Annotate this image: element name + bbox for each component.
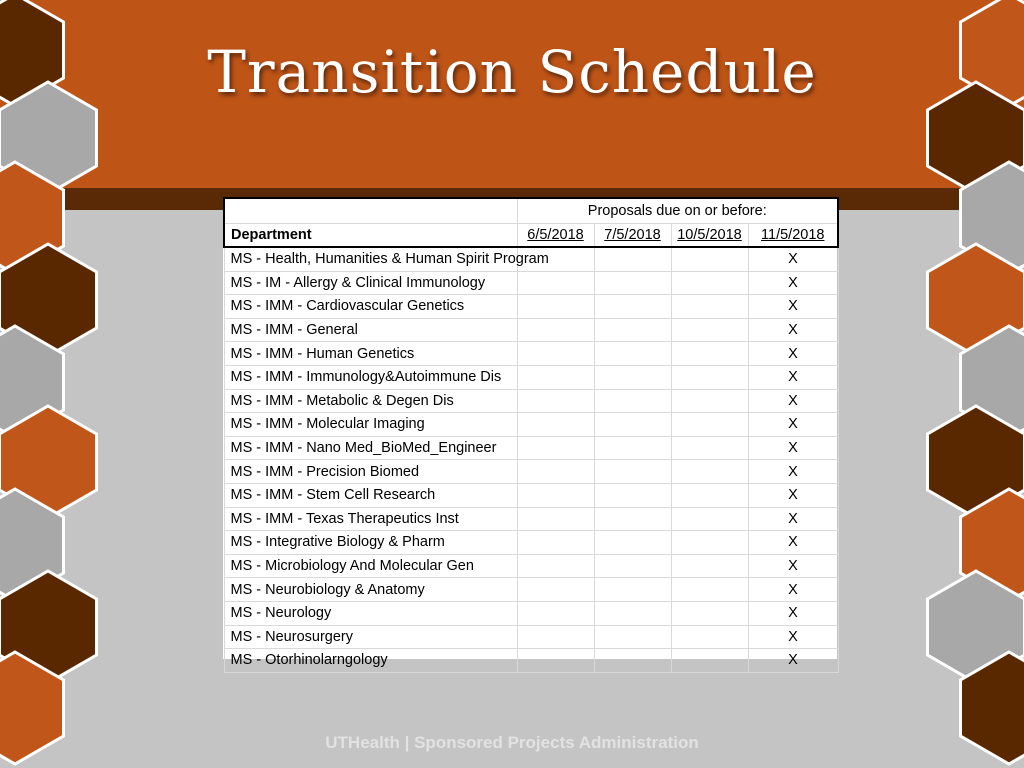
empty-cell [671,578,748,602]
date-column-header: 7/5/2018 [594,224,671,248]
empty-cell [517,601,594,625]
mark-cell: X [748,413,838,437]
empty-cell [594,342,671,366]
department-cell: MS - IMM - Stem Cell Research [224,483,517,507]
mark-cell: X [748,483,838,507]
empty-cell [594,625,671,649]
table-row [224,342,838,366]
department-cell: MS - IMM - Precision Biomed [224,460,517,484]
table-row [224,295,838,319]
empty-cell [517,483,594,507]
table-row [224,413,838,437]
department-cell: MS - IMM - Cardiovascular Genetics [224,295,517,319]
empty-cell [594,295,671,319]
empty-cell [594,389,671,413]
mark-cell: X [748,507,838,531]
mark-cell: X [748,625,838,649]
empty-cell [671,531,748,555]
mark-cell: X [748,365,838,389]
mark-cell: X [748,578,838,602]
department-cell: MS - Microbiology And Molecular Gen [224,554,517,578]
table-row [224,531,838,555]
department-cell: MS - Otorhinolarngology [224,649,517,673]
department-cell: MS - IMM - Texas Therapeutics Inst [224,507,517,531]
empty-cell [671,247,748,271]
empty-cell [594,460,671,484]
table-row [224,625,838,649]
table-row [224,271,838,295]
group-header: Proposals due on or before: [517,198,838,224]
empty-cell [671,365,748,389]
mark-cell: X [748,295,838,319]
empty-cell [594,507,671,531]
table-row [224,318,838,342]
empty-cell [594,649,671,673]
empty-cell [671,483,748,507]
empty-cell [671,271,748,295]
empty-cell [671,507,748,531]
table-row [224,436,838,460]
department-cell: MS - IMM - Nano Med_BioMed_Engineer [224,436,517,460]
empty-cell [517,531,594,555]
table-row [224,460,838,484]
empty-cell [594,318,671,342]
mark-cell: X [748,318,838,342]
department-cell: MS - IM - Allergy & Clinical Immunology [224,271,517,295]
mark-cell: X [748,531,838,555]
department-cell: MS - Health, Humanities & Human Spirit Program [224,247,517,271]
empty-cell [671,318,748,342]
mark-cell: X [748,436,838,460]
table-row [224,365,838,389]
empty-cell [517,365,594,389]
empty-cell [594,531,671,555]
empty-cell [671,436,748,460]
spreadsheet-image [223,197,837,669]
department-header: Department [224,224,517,248]
empty-cell [517,389,594,413]
empty-cell [517,318,594,342]
empty-cell [594,436,671,460]
empty-cell [671,295,748,319]
table-header-row [224,224,838,248]
table-row [224,507,838,531]
empty-cell [517,271,594,295]
table-row [224,649,838,673]
empty-cell [594,271,671,295]
mark-cell: X [748,271,838,295]
department-cell: MS - IMM - Metabolic & Degen Dis [224,389,517,413]
empty-cell [517,295,594,319]
empty-cell [517,625,594,649]
empty-cell [671,554,748,578]
empty-cell [594,578,671,602]
table-row [224,247,838,271]
slide-title: Transition Schedule [207,38,817,106]
department-cell: MS - IMM - General [224,318,517,342]
empty-cell [517,578,594,602]
empty-cell [594,247,671,271]
empty-cell [671,625,748,649]
mark-cell: X [748,342,838,366]
mark-cell: X [748,460,838,484]
mark-cell: X [748,247,838,271]
department-cell: MS - IMM - Immunology&Autoimmune Dis [224,365,517,389]
empty-cell [671,649,748,673]
table-row [224,554,838,578]
empty-cell [517,554,594,578]
table-row [224,483,838,507]
date-column-header: 6/5/2018 [517,224,594,248]
empty-cell [517,460,594,484]
empty-cell [517,436,594,460]
empty-cell [594,483,671,507]
empty-cell [517,649,594,673]
empty-cell [671,601,748,625]
mark-cell: X [748,554,838,578]
table-row [224,578,838,602]
empty-cell [671,460,748,484]
empty-cell [594,365,671,389]
table-row [224,601,838,625]
department-cell: MS - Integrative Biology & Pharm [224,531,517,555]
table-row [224,389,838,413]
empty-cell [671,413,748,437]
footer-text: UTHealth | Sponsored Projects Administration [325,733,699,752]
empty-cell [671,389,748,413]
mark-cell: X [748,601,838,625]
department-cell: MS - Neurobiology & Anatomy [224,578,517,602]
empty-cell [517,507,594,531]
empty-cell [517,342,594,366]
department-cell: MS - Neurosurgery [224,625,517,649]
empty-cell [594,554,671,578]
date-column-header: 11/5/2018 [748,224,838,248]
department-cell: MS - IMM - Human Genetics [224,342,517,366]
mark-cell: X [748,389,838,413]
department-cell: MS - Neurology [224,601,517,625]
empty-cell [517,413,594,437]
empty-cell [671,342,748,366]
empty-cell [594,413,671,437]
transition-table [223,197,839,673]
table-group-header-row [224,198,838,224]
empty-cell [594,601,671,625]
mark-cell: X [748,649,838,673]
date-column-header: 10/5/2018 [671,224,748,248]
department-cell: MS - IMM - Molecular Imaging [224,413,517,437]
